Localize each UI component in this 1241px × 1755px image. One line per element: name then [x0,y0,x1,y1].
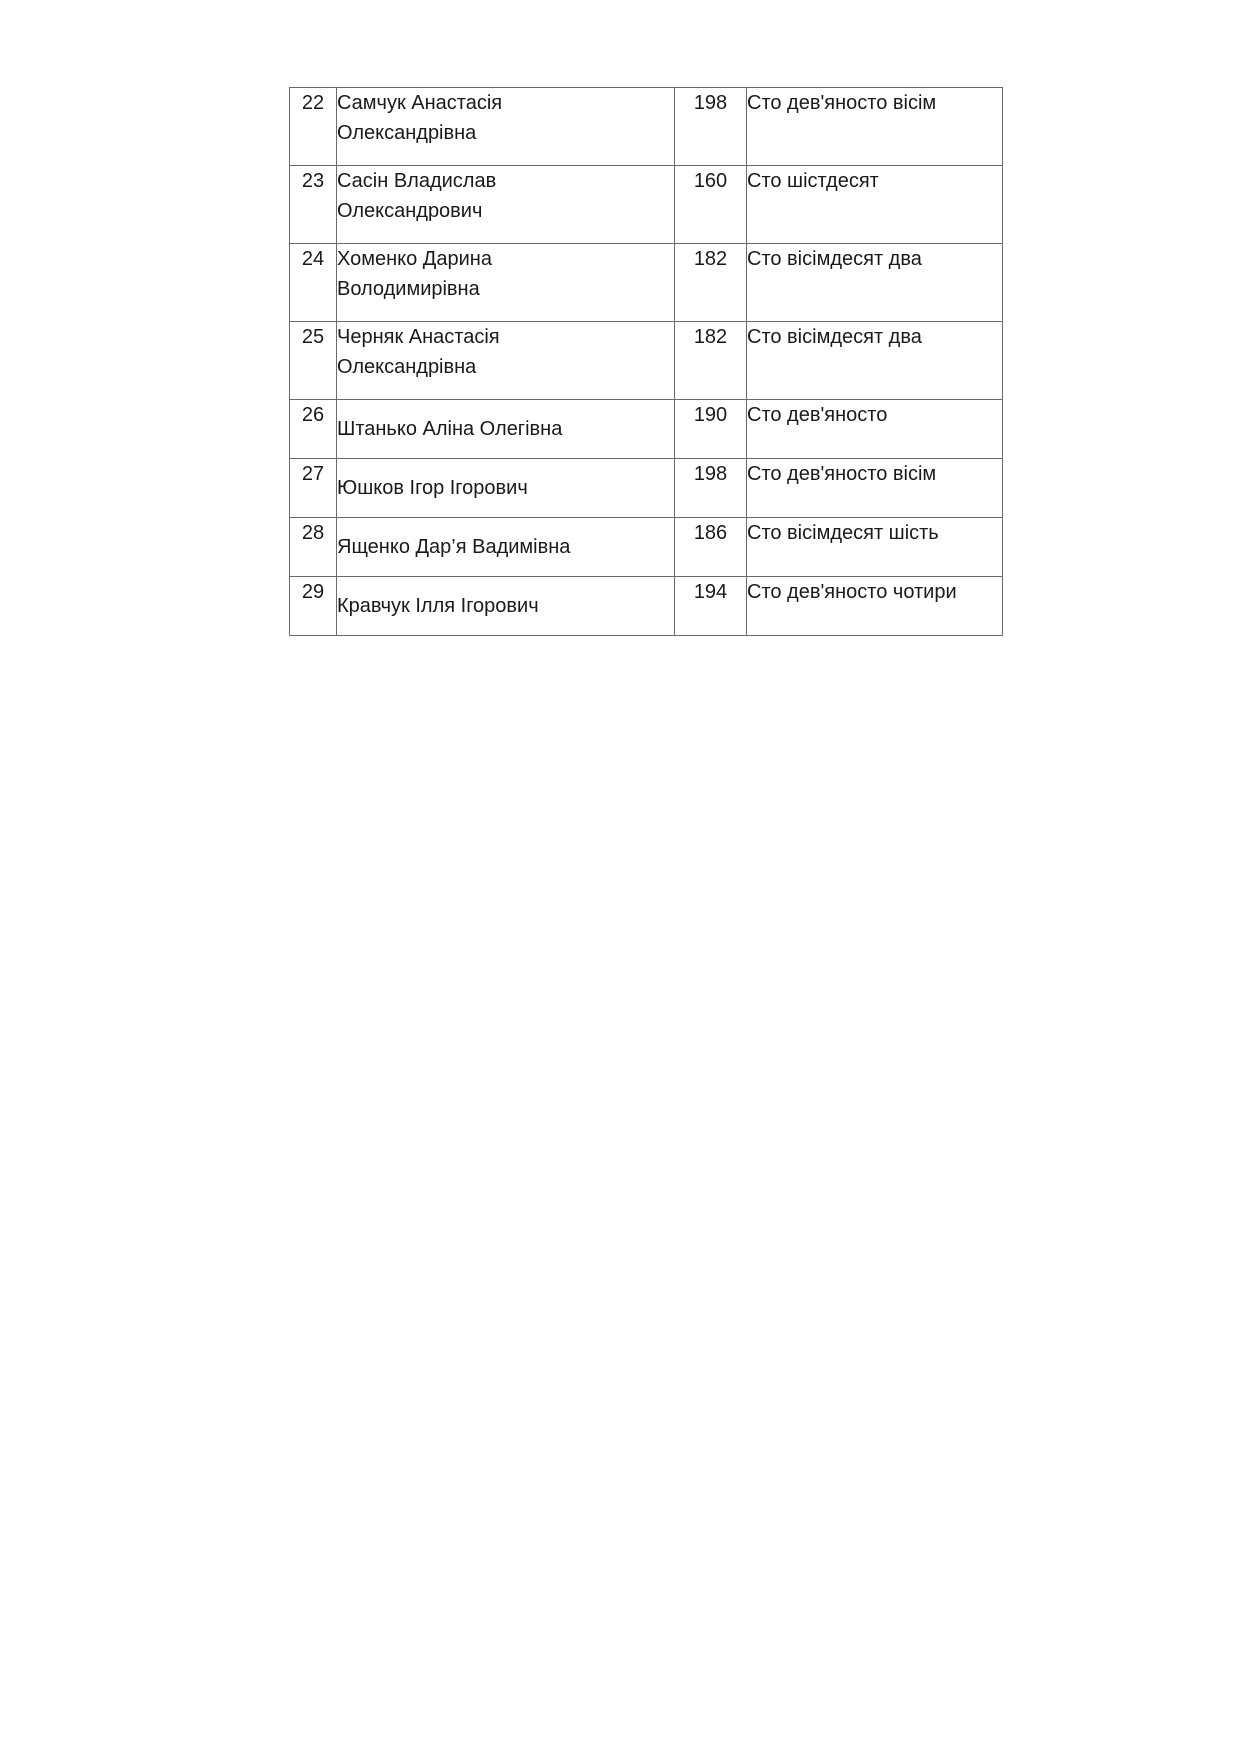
row-number: 28 [290,518,337,577]
table-row [290,166,1003,244]
table-row [290,459,1003,518]
score-value: 198 [675,459,747,518]
row-number: 23 [290,166,337,244]
score-in-words: Сто вісімдесят два [747,322,1003,400]
score-value: 182 [675,244,747,322]
student-name: Сасін Владислав Олександрович [337,166,675,244]
row-number: 25 [290,322,337,400]
score-in-words: Сто дев'яносто вісім [747,459,1003,518]
row-number: 24 [290,244,337,322]
table-row [290,322,1003,400]
student-name: Юшков Ігор Ігорович [337,459,675,518]
table-row [290,400,1003,459]
student-name: Штанько Аліна Олегівна [337,400,675,459]
score-value: 194 [675,577,747,636]
row-number: 26 [290,400,337,459]
score-in-words: Сто вісімдесят шість [747,518,1003,577]
table-row [290,577,1003,636]
score-in-words: Сто шістдесят [747,166,1003,244]
score-value: 182 [675,322,747,400]
table-row [290,244,1003,322]
score-in-words: Сто вісімдесят два [747,244,1003,322]
student-name: Кравчук Ілля Ігорович [337,577,675,636]
row-number: 27 [290,459,337,518]
student-name: Ященко Дар’я Вадимівна [337,518,675,577]
student-name: Самчук Анастасія Олександрівна [337,88,675,166]
score-in-words: Сто дев'яносто [747,400,1003,459]
row-number: 22 [290,88,337,166]
row-number: 29 [290,577,337,636]
table-row [290,88,1003,166]
score-value: 186 [675,518,747,577]
results-table [289,87,1003,636]
student-name: Черняк Анастасія Олександрівна [337,322,675,400]
score-in-words: Сто дев'яносто чотири [747,577,1003,636]
score-value: 190 [675,400,747,459]
score-value: 160 [675,166,747,244]
score-value: 198 [675,88,747,166]
score-in-words: Сто дев'яносто вісім [747,88,1003,166]
table-row [290,518,1003,577]
student-name: Хоменко Дарина Володимирівна [337,244,675,322]
